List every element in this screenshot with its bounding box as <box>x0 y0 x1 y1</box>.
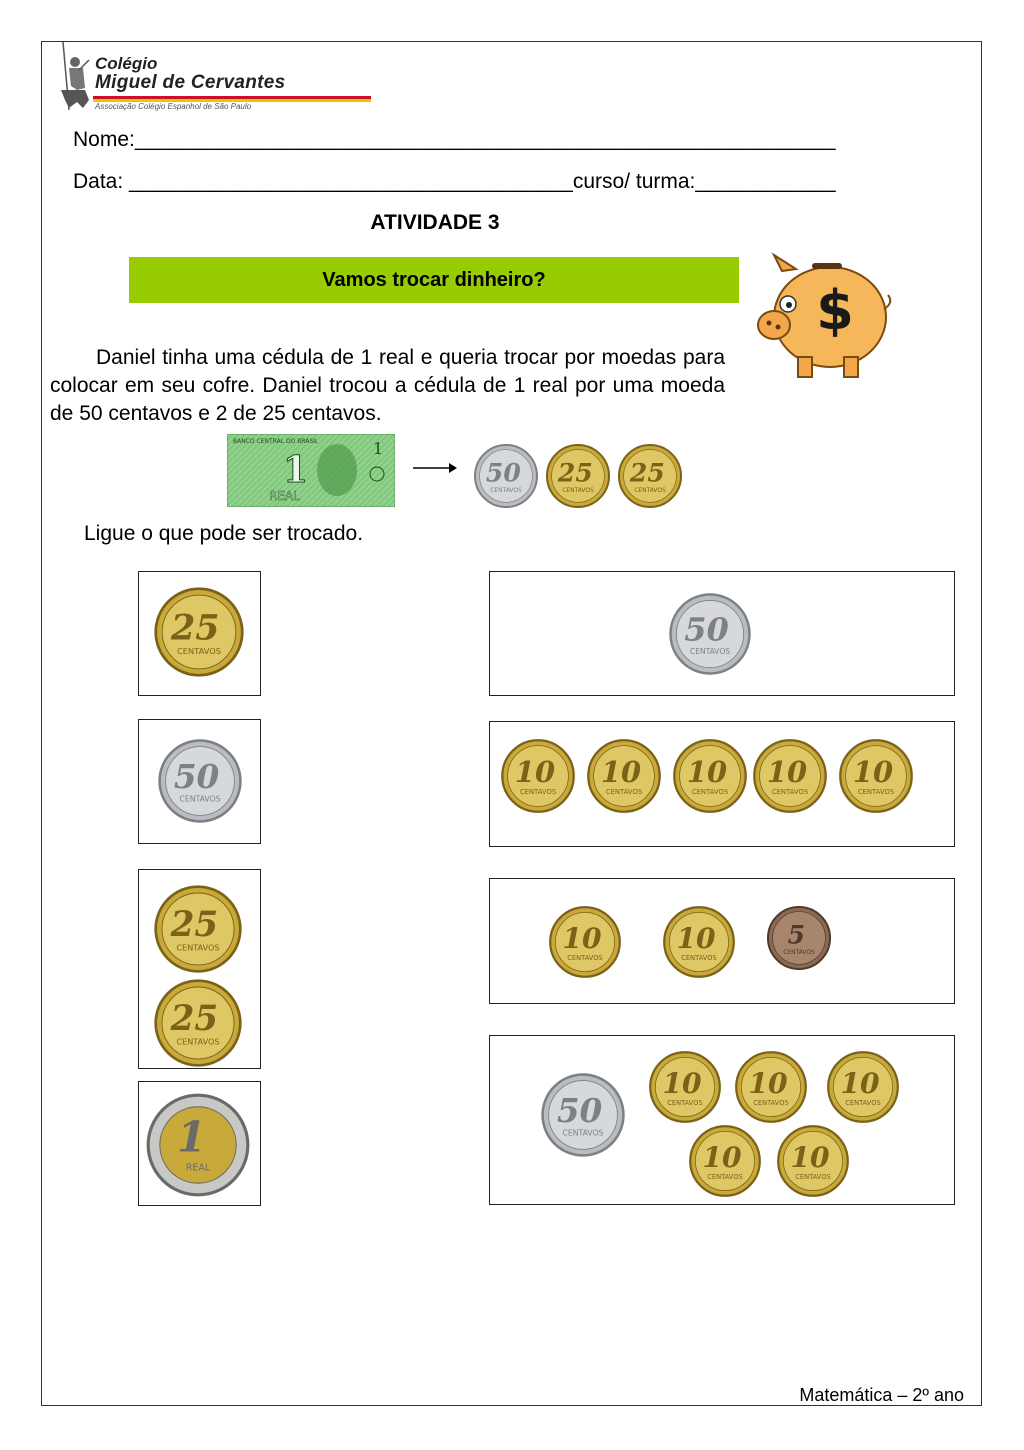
left-box-1[interactable] <box>138 571 261 696</box>
coin-10-icon <box>776 1124 850 1198</box>
coin-25-icon <box>153 884 243 974</box>
svg-text:25: 25 <box>629 457 665 488</box>
banner-text: Vamos trocar dinheiro? <box>322 268 546 291</box>
coin-10-icon <box>688 1124 762 1198</box>
svg-text:CENTAVOS: CENTAVOS <box>490 486 522 494</box>
school-logo <box>55 40 385 115</box>
right-box-1[interactable] <box>489 571 955 696</box>
svg-text:10: 10 <box>662 1066 702 1100</box>
instruction: Ligue o que pode ser trocado. <box>84 522 364 545</box>
piggy-bank-icon <box>752 249 892 384</box>
svg-text:REAL: REAL <box>185 1162 211 1174</box>
svg-text:CENTAVOS: CENTAVOS <box>691 788 729 797</box>
knight-icon <box>55 40 91 112</box>
coin-50-icon <box>473 443 539 509</box>
coin-50-icon <box>157 738 243 824</box>
svg-text:10: 10 <box>748 1066 788 1100</box>
svg-text:CENTAVOS: CENTAVOS <box>845 1098 881 1107</box>
svg-text:CENTAVOS: CENTAVOS <box>667 1098 703 1107</box>
svg-text:CENTAVOS: CENTAVOS <box>783 948 815 956</box>
coin-10-icon <box>752 738 828 814</box>
coin-50-icon <box>668 592 752 676</box>
coin-10-icon <box>838 738 914 814</box>
svg-text:CENTAVOS: CENTAVOS <box>176 942 220 953</box>
svg-text:CENTAVOS: CENTAVOS <box>605 788 643 797</box>
svg-text:25: 25 <box>170 607 220 649</box>
svg-text:CENTAVOS: CENTAVOS <box>562 1128 604 1138</box>
svg-text:CENTAVOS: CENTAVOS <box>707 1172 743 1181</box>
svg-text:10: 10 <box>600 755 642 790</box>
svg-text:CENTAVOS: CENTAVOS <box>519 788 557 797</box>
svg-text:50: 50 <box>556 1090 603 1130</box>
svg-text:10: 10 <box>852 755 894 790</box>
coin-25-icon <box>545 443 611 509</box>
footer: Matemática – 2º ano <box>799 1385 964 1405</box>
coin-10-icon <box>648 1050 722 1124</box>
name-line: Nome:____________________________________________________________ <box>73 128 836 151</box>
banknote-value: 1 <box>283 449 309 491</box>
svg-text:10: 10 <box>790 1140 830 1174</box>
svg-text:50: 50 <box>684 610 729 649</box>
arrow-icon <box>413 462 457 474</box>
svg-text:50: 50 <box>173 756 220 796</box>
svg-text:$: $ <box>816 279 854 342</box>
svg-text:CENTAVOS: CENTAVOS <box>753 1098 789 1107</box>
banner <box>129 257 739 303</box>
coin-10-icon <box>662 905 736 979</box>
svg-text:10: 10 <box>840 1066 880 1100</box>
left-box-2[interactable] <box>138 719 261 844</box>
coin-10-icon <box>672 738 748 814</box>
coin-10-icon <box>734 1050 808 1124</box>
banknote-label: REAL <box>269 489 300 503</box>
coin-10-icon <box>500 738 576 814</box>
coin-50-icon <box>540 1072 626 1158</box>
coin-10-icon <box>826 1050 900 1124</box>
svg-text:1: 1 <box>373 439 384 458</box>
svg-text:50: 50 <box>485 457 521 488</box>
coin-10-icon <box>548 905 622 979</box>
coin-1-real-icon <box>145 1092 251 1198</box>
banknote-bank: BANCO CENTRAL DO BRASIL <box>233 438 319 445</box>
svg-text:10: 10 <box>676 921 716 955</box>
svg-text:CENTAVOS: CENTAVOS <box>179 794 221 804</box>
svg-text:CENTAVOS: CENTAVOS <box>681 953 717 962</box>
example-coins <box>473 443 683 509</box>
svg-text:CENTAVOS: CENTAVOS <box>857 788 895 797</box>
story-paragraph <box>50 344 725 428</box>
left-box-3[interactable] <box>138 869 261 1069</box>
story-text: Daniel tinha uma cédula de 1 real e queria trocar por moedas para colocar em seu cofre. Daniel trocou a cédula de 1 real por uma moeda de 50 centavos e 2 de 25 centavos. <box>50 346 725 425</box>
date-course-line: Data: ______________________________________curso/ turma:____________ <box>73 170 836 193</box>
svg-text:CENTAVOS: CENTAVOS <box>562 486 594 494</box>
svg-text:10: 10 <box>766 755 808 790</box>
activity-title: ATIVIDADE 3 <box>370 211 500 234</box>
svg-text:25: 25 <box>557 457 593 488</box>
svg-text:25: 25 <box>170 905 219 946</box>
logo-subtitle: Associação Colégio Espanhol de São Paulo <box>95 102 252 111</box>
svg-text:10: 10 <box>702 1140 742 1174</box>
coin-25-icon <box>153 978 243 1068</box>
svg-text:CENTAVOS: CENTAVOS <box>634 486 666 494</box>
svg-text:10: 10 <box>562 921 602 955</box>
left-box-4[interactable] <box>138 1081 261 1206</box>
svg-text:5: 5 <box>787 919 806 950</box>
right-box-3[interactable] <box>489 878 955 1004</box>
svg-text:CENTAVOS: CENTAVOS <box>567 953 603 962</box>
svg-text:CENTAVOS: CENTAVOS <box>177 646 221 657</box>
coin-5-icon <box>766 905 832 971</box>
coin-10-icon <box>586 738 662 814</box>
svg-text:10: 10 <box>514 755 556 790</box>
coin-25-icon <box>153 586 245 678</box>
svg-text:CENTAVOS: CENTAVOS <box>176 1036 220 1047</box>
svg-text:1: 1 <box>176 1111 207 1162</box>
svg-text:10: 10 <box>686 755 728 790</box>
right-box-4[interactable] <box>489 1035 955 1205</box>
svg-text:25: 25 <box>170 999 219 1040</box>
svg-text:CENTAVOS: CENTAVOS <box>771 788 809 797</box>
logo-line2: Miguel de Cervantes <box>95 72 286 93</box>
right-box-2[interactable] <box>489 721 955 847</box>
logo-line1: Colégio <box>95 54 158 73</box>
banknote-1-real <box>227 434 395 507</box>
coin-25-icon <box>617 443 683 509</box>
svg-text:CENTAVOS: CENTAVOS <box>689 647 731 657</box>
svg-text:CENTAVOS: CENTAVOS <box>795 1172 831 1181</box>
